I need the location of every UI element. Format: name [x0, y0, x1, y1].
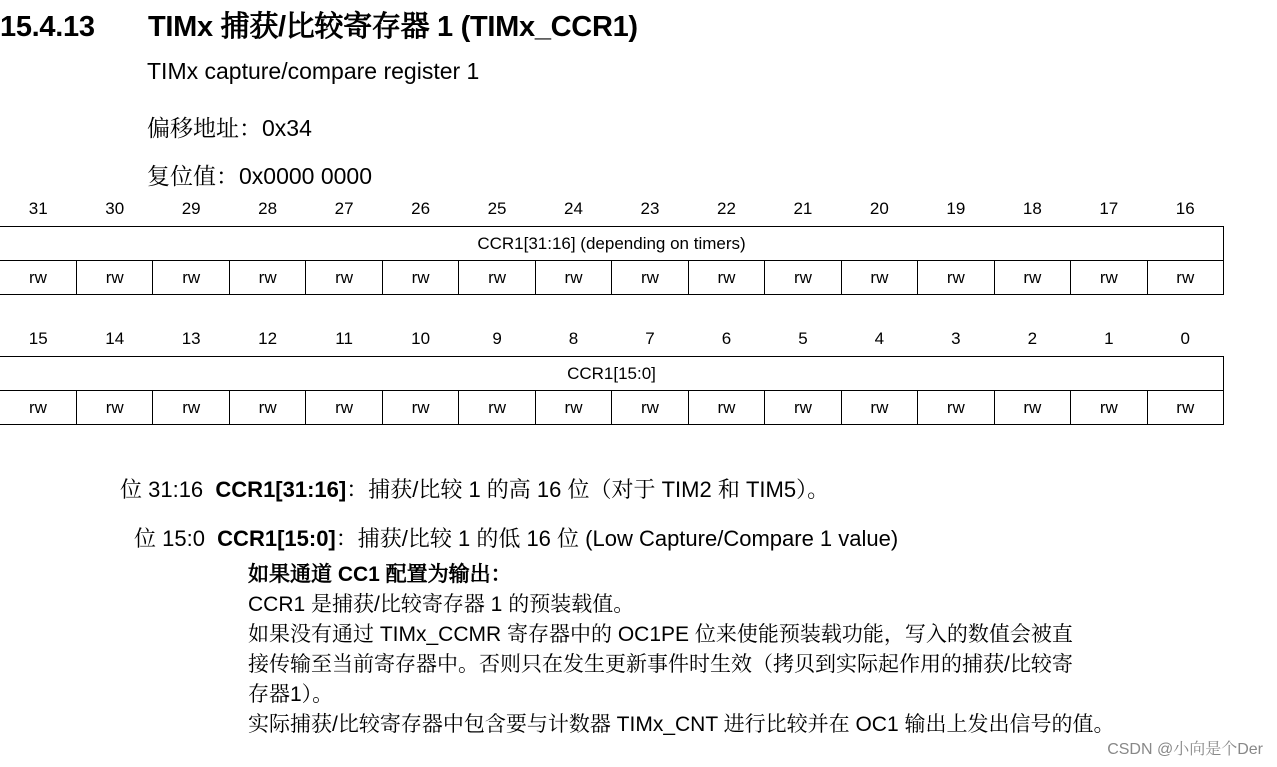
- bit-number: 24: [564, 199, 583, 218]
- bit-numbers-row: [0, 322, 1224, 357]
- bit-number: 9: [492, 329, 502, 348]
- bit-number: 8: [568, 329, 579, 348]
- bit-numbers-row: [0, 192, 1224, 227]
- paragraph-line: 如果没有通过 TIMx_CCMR 寄存器中的 OC1PE 位来使能预装载功能，写入的数值会被直: [248, 623, 1073, 646]
- register-subtitle: TIMx capture/compare register 1: [147, 58, 480, 84]
- bit-number: 2: [1027, 329, 1038, 348]
- field-name: CCR1[31:16] (depending on timers): [0, 227, 1224, 261]
- bit-number: 22: [716, 199, 736, 218]
- access-type: rw: [1147, 391, 1223, 425]
- bit-number: 23: [640, 199, 660, 218]
- section-number: 15.4.13: [0, 11, 95, 43]
- access-type: rw: [382, 261, 458, 295]
- access-type: rw: [612, 391, 688, 425]
- offset-address: 偏移地址：0x34: [147, 115, 312, 141]
- field-row: [0, 357, 1224, 391]
- access-type: rw: [76, 391, 152, 425]
- access-type: rw: [229, 391, 305, 425]
- bit-range: 位 31:16: [120, 477, 204, 502]
- output-mode-description: [248, 560, 1228, 740]
- bit-number: 5: [798, 329, 808, 348]
- access-type: rw: [918, 261, 994, 295]
- register-lower-table: [0, 322, 1224, 425]
- bit-number: 26: [411, 199, 431, 218]
- access-type: rw: [0, 391, 76, 425]
- bit-number: 14: [105, 329, 125, 348]
- access-type: rw: [459, 391, 535, 425]
- register-upper-table: [0, 192, 1224, 295]
- access-type: rw: [1071, 261, 1147, 295]
- access-type: rw: [765, 391, 841, 425]
- bit-description-low: [134, 522, 898, 553]
- access-type: rw: [688, 261, 764, 295]
- access-row: [0, 261, 1224, 295]
- bit-number: 30: [105, 199, 125, 218]
- access-type: rw: [765, 261, 841, 295]
- field-label: CCR1[31:16]: [215, 477, 347, 502]
- bit-number: 29: [181, 199, 201, 218]
- bit-number: 28: [258, 199, 278, 218]
- bit-number: 11: [335, 329, 353, 348]
- access-type: rw: [1071, 391, 1147, 425]
- field-label: CCR1[15:0]: [217, 526, 336, 551]
- watermark: CSDN @小向是个Der: [1107, 741, 1263, 758]
- paragraph-line: 接传输至当前寄存器中。否则只在发生更新事件时生效（拷贝到实际起作用的捕获/比较寄: [248, 653, 1073, 676]
- section-title: TIMx 捕获/比较寄存器 1 (TIMx_CCR1): [148, 11, 638, 43]
- access-type: rw: [306, 391, 382, 425]
- access-type: rw: [229, 261, 305, 295]
- access-type: rw: [306, 261, 382, 295]
- access-type: rw: [382, 391, 458, 425]
- bit-number: 3: [951, 329, 961, 348]
- access-type: rw: [994, 391, 1070, 425]
- paragraph-line: CCR1 是捕获/比较寄存器 1 的预装载值。: [248, 593, 635, 616]
- bit-number: 25: [487, 199, 507, 218]
- field-name: CCR1[15:0]: [0, 357, 1224, 391]
- access-type: rw: [612, 261, 688, 295]
- bit-range: 位 15:0: [134, 526, 205, 551]
- bit-number: 18: [1022, 199, 1042, 218]
- access-type: rw: [688, 391, 764, 425]
- access-row: [0, 391, 1224, 425]
- access-type: rw: [535, 261, 611, 295]
- access-type: rw: [1147, 261, 1223, 295]
- access-type: rw: [535, 391, 611, 425]
- access-type: rw: [76, 261, 152, 295]
- access-type: rw: [0, 261, 76, 295]
- bit-number: 20: [869, 199, 889, 218]
- bit-description-high: [120, 473, 829, 504]
- access-type: rw: [153, 261, 229, 295]
- field-description: ：捕获/比较 1 的低 16 位 (Low Capture/Compare 1 value): [335, 526, 899, 551]
- bit-number: 12: [258, 329, 278, 348]
- bit-number: 10: [411, 329, 431, 348]
- access-type: rw: [459, 261, 535, 295]
- bit-number: 16: [1175, 199, 1195, 218]
- section-heading: [0, 4, 638, 45]
- bit-number: 1: [1104, 329, 1114, 348]
- reset-value: 复位值：0x0000 0000: [147, 163, 373, 189]
- field-row: [0, 227, 1224, 261]
- bit-number: 21: [793, 199, 813, 218]
- bit-number: 0: [1180, 329, 1190, 348]
- bit-number: 4: [874, 329, 885, 348]
- bit-number: 7: [645, 329, 655, 348]
- bit-number: 27: [334, 199, 354, 218]
- bit-number: 17: [1099, 199, 1119, 218]
- bit-number: 31: [28, 199, 48, 218]
- bit-number: 15: [28, 329, 48, 348]
- field-description: ：捕获/比较 1 的高 16 位（对于 TIM2 和 TIM5）。: [346, 477, 830, 502]
- access-type: rw: [994, 261, 1070, 295]
- access-type: rw: [841, 261, 917, 295]
- access-type: rw: [153, 391, 229, 425]
- bit-number: 13: [181, 329, 201, 348]
- subsection-heading: 如果通道 CC1 配置为输出：: [248, 563, 512, 586]
- access-type: rw: [841, 391, 917, 425]
- bit-number: 6: [721, 329, 732, 348]
- bit-number: 19: [946, 199, 966, 218]
- paragraph-line: 实际捕获/比较寄存器中包含要与计数器 TIMx_CNT 进行比较并在 OC1 输出上发出信号的值。: [248, 713, 1115, 736]
- access-type: rw: [918, 391, 994, 425]
- paragraph-line: 存器1）。: [248, 683, 334, 706]
